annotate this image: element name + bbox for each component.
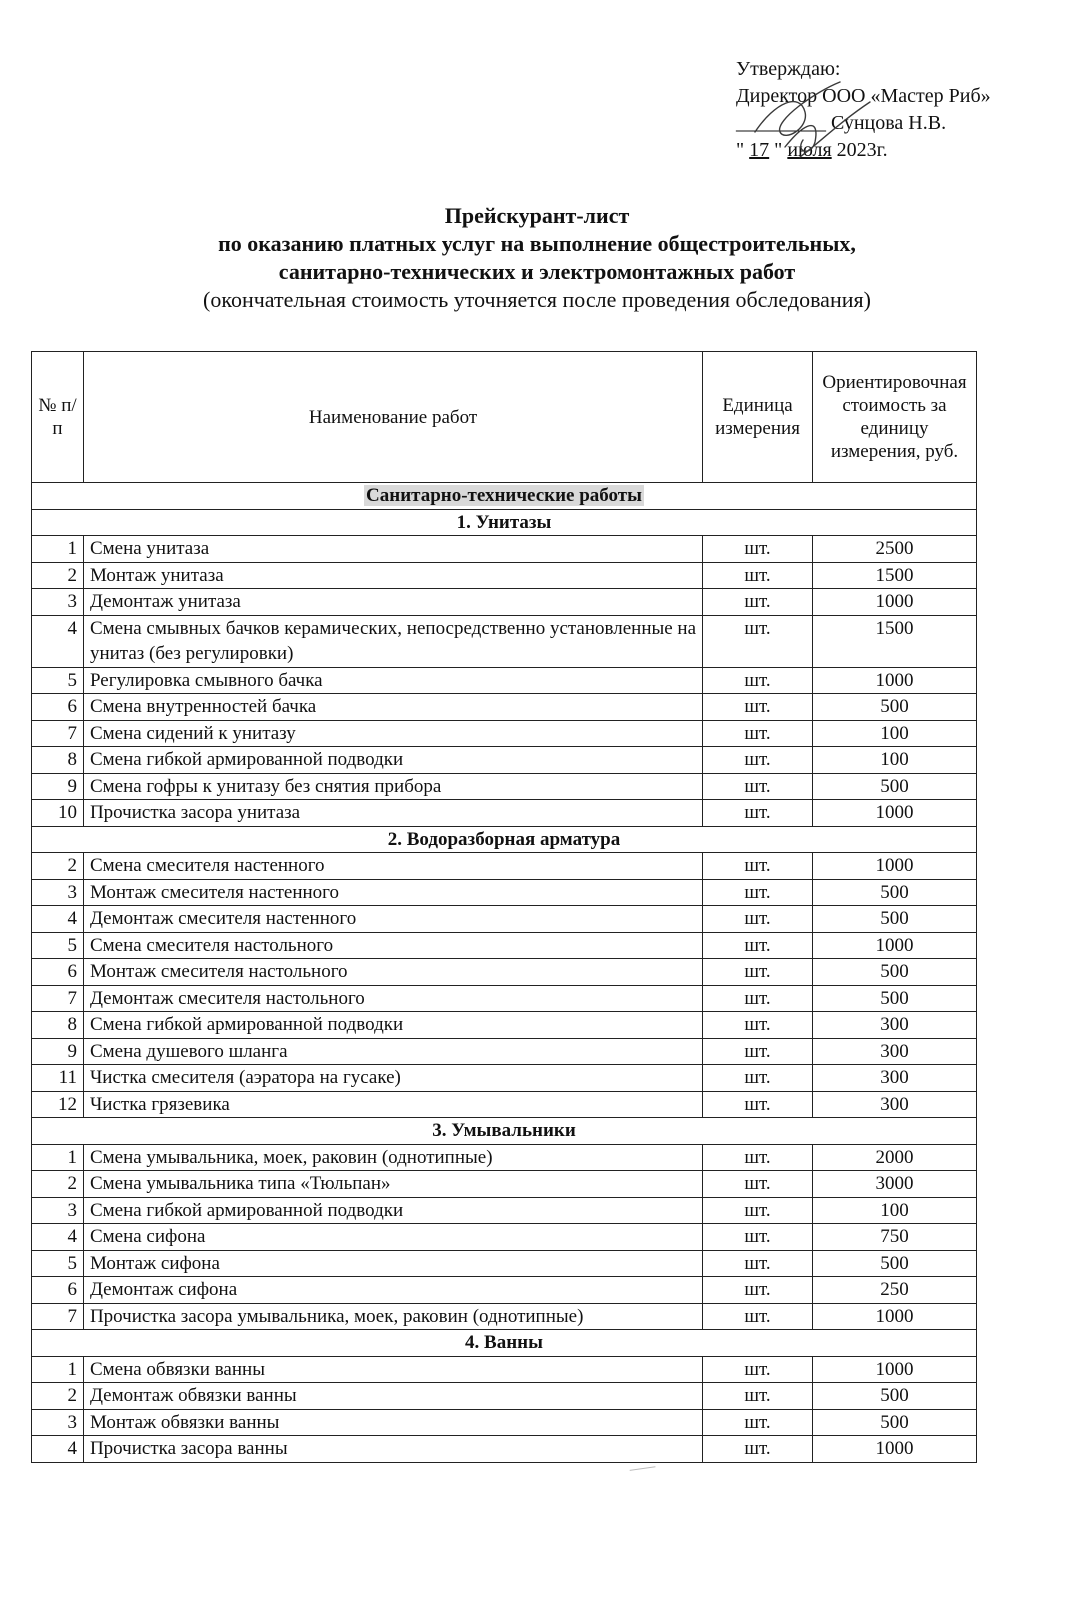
table-row: [32, 879, 977, 906]
row-name: Смена смесителя настольного: [83, 932, 702, 959]
row-price: 300: [812, 1012, 976, 1039]
row-price: 1000: [812, 853, 976, 880]
row-number: 7: [32, 985, 84, 1012]
row-number: 2: [32, 562, 84, 589]
row-name: Монтаж обвязки ванны: [83, 1409, 702, 1436]
row-number: 3: [32, 879, 84, 906]
row-unit: шт.: [703, 1144, 813, 1171]
row-number: 6: [32, 959, 84, 986]
row-name: Смена гибкой армированной подводки: [83, 1197, 702, 1224]
row-unit: шт.: [703, 1250, 813, 1277]
row-number: 6: [32, 694, 84, 721]
row-unit: шт.: [703, 879, 813, 906]
row-number: 1: [32, 536, 84, 563]
signature-blank: _________: [736, 112, 826, 134]
row-name: Смена душевого шланга: [83, 1038, 702, 1065]
row-unit: шт.: [703, 1356, 813, 1383]
row-unit: шт.: [703, 615, 813, 667]
row-price: 500: [812, 906, 976, 933]
table-row: [32, 694, 977, 721]
row-name: Смена гибкой армированной подводки: [83, 747, 702, 774]
header-price: Ориентировочная стоимость за единицу измерения, руб.: [812, 352, 976, 483]
row-name: Смена гофры к унитазу без снятия прибора: [83, 773, 702, 800]
row-number: 5: [32, 667, 84, 694]
row-name: Регулировка смывного бачка: [83, 667, 702, 694]
table-row: [32, 1436, 977, 1463]
date-quote-open: ": [736, 139, 750, 161]
table-row: [32, 906, 977, 933]
table-row: [32, 985, 977, 1012]
row-number: 9: [32, 773, 84, 800]
row-unit: шт.: [703, 1012, 813, 1039]
table-row: [32, 1356, 977, 1383]
row-number: 12: [32, 1091, 84, 1118]
table-row: [32, 800, 977, 827]
row-price: 100: [812, 1197, 976, 1224]
row-price: 1000: [812, 667, 976, 694]
row-name: Смена смывных бачков керамических, непосредственно установленные на унитаз (без регулировки): [83, 615, 702, 667]
row-name: Смена внутренностей бачка: [83, 694, 702, 721]
title-line-2: по оказанию платных услуг на выполнение общестроительных,: [218, 231, 856, 256]
row-price: 500: [812, 985, 976, 1012]
row-unit: шт.: [703, 562, 813, 589]
table-row: [32, 1171, 977, 1198]
row-name: Чистка смесителя (аэратора на гусаке): [83, 1065, 702, 1092]
row-unit: шт.: [703, 1409, 813, 1436]
row-unit: шт.: [703, 536, 813, 563]
row-name: Демонтаж унитаза: [83, 589, 702, 616]
row-price: 500: [812, 879, 976, 906]
row-name: Монтаж сифона: [83, 1250, 702, 1277]
row-number: 7: [32, 720, 84, 747]
table-header-row: [32, 352, 977, 483]
row-price: 1000: [812, 932, 976, 959]
row-name: Прочистка засора умывальника, моек, раковин (однотипные): [83, 1303, 702, 1330]
row-price: 300: [812, 1065, 976, 1092]
row-name: Смена унитаза: [83, 536, 702, 563]
row-number: 1: [32, 1144, 84, 1171]
signatory-name: Сунцова Н.В.: [826, 112, 947, 134]
row-unit: шт.: [703, 1383, 813, 1410]
table-body: [32, 483, 977, 1463]
table-row: [32, 536, 977, 563]
section-title: 2. Водоразборная арматура: [32, 826, 977, 853]
table-row: [32, 1144, 977, 1171]
row-number: 5: [32, 1250, 84, 1277]
row-number: 2: [32, 853, 84, 880]
row-name: Монтаж смесителя настольного: [83, 959, 702, 986]
section-row: [32, 1118, 977, 1145]
date-month: июля: [787, 139, 832, 161]
table-row: [32, 959, 977, 986]
row-unit: шт.: [703, 1277, 813, 1304]
table-row: [32, 720, 977, 747]
main-section-row: [32, 483, 977, 510]
row-price: 500: [812, 773, 976, 800]
row-name: Монтаж смесителя настенного: [83, 879, 702, 906]
section-title: 4. Ванны: [32, 1330, 977, 1357]
title-subtitle: (окончательная стоимость уточняется после проведения обследования): [203, 287, 871, 312]
row-price: 300: [812, 1038, 976, 1065]
header-name: Наименование работ: [83, 352, 702, 483]
row-name: Прочистка засора унитаза: [83, 800, 702, 827]
document-title: [0, 202, 1074, 314]
table-row: [32, 1383, 977, 1410]
table-row: [32, 773, 977, 800]
row-unit: шт.: [703, 985, 813, 1012]
table-row: [32, 932, 977, 959]
date-day: 17: [749, 139, 770, 161]
row-name: Смена сидений к унитазу: [83, 720, 702, 747]
row-unit: шт.: [703, 906, 813, 933]
title-line-3: санитарно-технических и электромонтажных работ: [278, 259, 796, 284]
table-row: [32, 747, 977, 774]
row-unit: шт.: [703, 773, 813, 800]
row-unit: шт.: [703, 1091, 813, 1118]
row-name: Монтаж унитаза: [83, 562, 702, 589]
row-number: 4: [32, 1224, 84, 1251]
row-price: 1500: [812, 562, 976, 589]
row-unit: шт.: [703, 800, 813, 827]
row-name: Прочистка засора ванны: [83, 1436, 702, 1463]
row-unit: шт.: [703, 1197, 813, 1224]
row-number: 1: [32, 1356, 84, 1383]
row-name: Смена умывальника, моек, раковин (однотипные): [83, 1144, 702, 1171]
row-number: 4: [32, 615, 84, 667]
row-number: 2: [32, 1171, 84, 1198]
approval-position: Директор ООО «Мастер Риб»: [736, 85, 991, 107]
row-name: Смена обвязки ванны: [83, 1356, 702, 1383]
row-unit: шт.: [703, 1224, 813, 1251]
table-row: [32, 1277, 977, 1304]
row-name: Демонтаж смесителя настольного: [83, 985, 702, 1012]
table-row: [32, 1303, 977, 1330]
header-number: № п/п: [32, 352, 84, 483]
row-price: 2500: [812, 536, 976, 563]
row-price: 500: [812, 694, 976, 721]
date-quote-close: ": [769, 139, 788, 161]
row-number: 7: [32, 1303, 84, 1330]
row-number: 5: [32, 932, 84, 959]
row-price: 500: [812, 1250, 976, 1277]
row-price: 2000: [812, 1144, 976, 1171]
row-unit: шт.: [703, 720, 813, 747]
row-price: 500: [812, 1409, 976, 1436]
table-row: [32, 562, 977, 589]
row-price: 1000: [812, 1356, 976, 1383]
row-number: 10: [32, 800, 84, 827]
row-unit: шт.: [703, 589, 813, 616]
main-section-cell: [32, 483, 977, 510]
row-unit: шт.: [703, 853, 813, 880]
table-row: [32, 1250, 977, 1277]
row-number: 4: [32, 1436, 84, 1463]
table-row: [32, 853, 977, 880]
row-number: 8: [32, 747, 84, 774]
table-row: [32, 1197, 977, 1224]
table-row: [32, 667, 977, 694]
row-price: 500: [812, 959, 976, 986]
title-line-1: Прейскурант-лист: [444, 203, 630, 228]
row-unit: шт.: [703, 1436, 813, 1463]
row-price: 300: [812, 1091, 976, 1118]
section-title: 1. Унитазы: [32, 509, 977, 536]
table-row: [32, 1012, 977, 1039]
row-number: 9: [32, 1038, 84, 1065]
row-price: 1000: [812, 1303, 976, 1330]
row-number: 3: [32, 1197, 84, 1224]
scan-mark: [630, 1466, 657, 1477]
table-row: [32, 589, 977, 616]
table-row: [32, 1091, 977, 1118]
row-number: 4: [32, 906, 84, 933]
main-section-title: Санитарно-технические работы: [366, 485, 642, 506]
row-price: 1000: [812, 1436, 976, 1463]
row-number: 3: [32, 589, 84, 616]
row-number: 2: [32, 1383, 84, 1410]
row-number: 6: [32, 1277, 84, 1304]
row-unit: шт.: [703, 694, 813, 721]
row-name: Смена сифона: [83, 1224, 702, 1251]
row-price: 3000: [812, 1171, 976, 1198]
row-unit: шт.: [703, 932, 813, 959]
table-row: [32, 1224, 977, 1251]
row-name: Смена гибкой армированной подводки: [83, 1012, 702, 1039]
section-row: [32, 826, 977, 853]
row-unit: шт.: [703, 1171, 813, 1198]
row-number: 3: [32, 1409, 84, 1436]
section-row: [32, 1330, 977, 1357]
row-unit: шт.: [703, 959, 813, 986]
row-name: Демонтаж смесителя настенного: [83, 906, 702, 933]
row-price: 250: [812, 1277, 976, 1304]
row-price: 1000: [812, 589, 976, 616]
date-year: 2023г.: [831, 139, 888, 161]
table-row: [32, 1038, 977, 1065]
row-price: 500: [812, 1383, 976, 1410]
row-price: 100: [812, 747, 976, 774]
row-price: 100: [812, 720, 976, 747]
row-name: Чистка грязевика: [83, 1091, 702, 1118]
price-table: [31, 351, 977, 1463]
row-unit: шт.: [703, 667, 813, 694]
row-unit: шт.: [703, 1038, 813, 1065]
row-price: 1500: [812, 615, 976, 667]
table-row: [32, 1409, 977, 1436]
section-title: 3. Умывальники: [32, 1118, 977, 1145]
signature-mark: [745, 62, 875, 172]
section-row: [32, 509, 977, 536]
row-number: 8: [32, 1012, 84, 1039]
table-row: [32, 615, 977, 667]
row-price: 1000: [812, 800, 976, 827]
row-number: 11: [32, 1065, 84, 1092]
row-name: Смена смесителя настенного: [83, 853, 702, 880]
header-unit: Единица измерения: [703, 352, 813, 483]
row-unit: шт.: [703, 747, 813, 774]
table-row: [32, 1065, 977, 1092]
row-name: Смена умывальника типа «Тюльпан»: [83, 1171, 702, 1198]
row-unit: шт.: [703, 1303, 813, 1330]
row-price: 750: [812, 1224, 976, 1251]
row-unit: шт.: [703, 1065, 813, 1092]
row-name: Демонтаж обвязки ванны: [83, 1383, 702, 1410]
row-name: Демонтаж сифона: [83, 1277, 702, 1304]
approval-line: Утверждаю:: [736, 58, 841, 80]
